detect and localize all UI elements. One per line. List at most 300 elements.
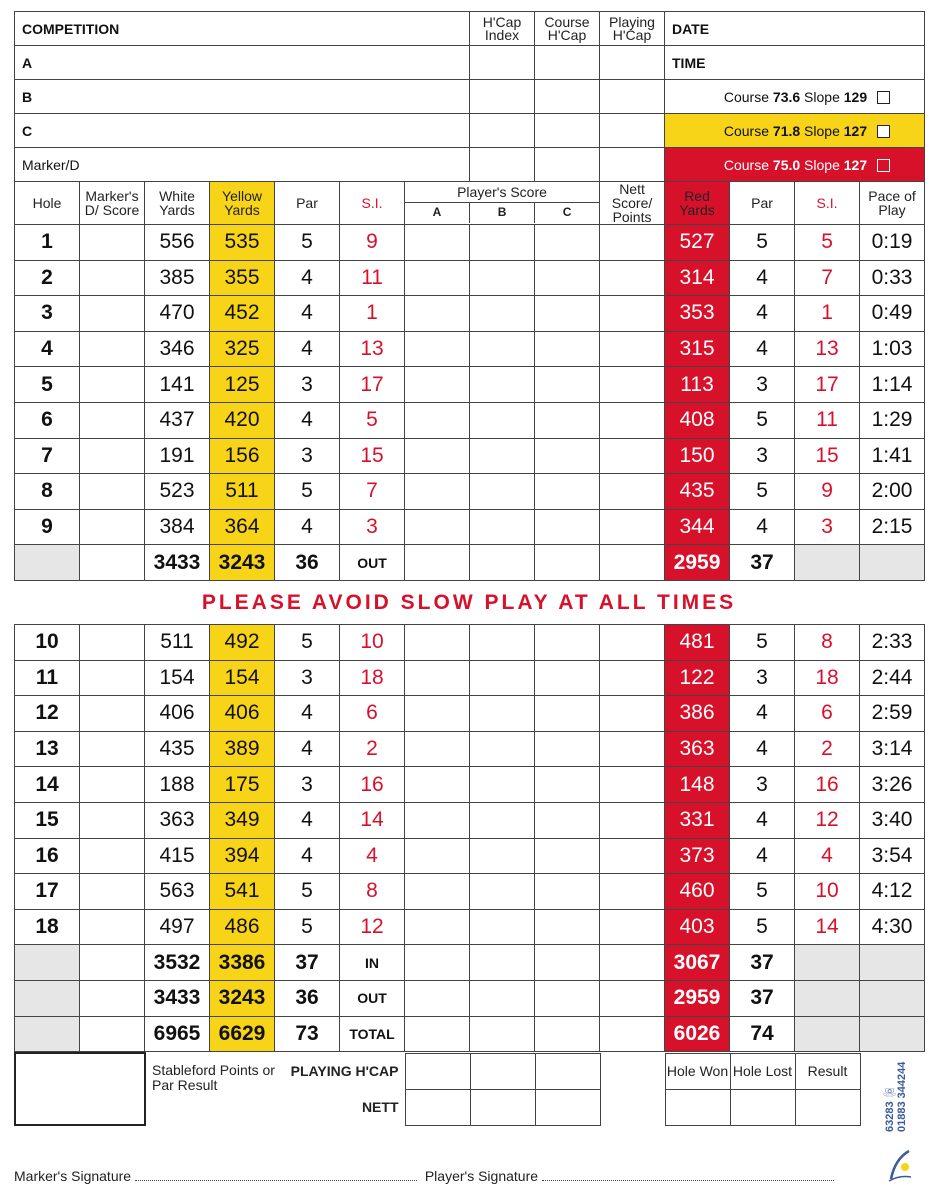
score-b-field[interactable] xyxy=(470,296,535,332)
pace-of-play: 1:41 xyxy=(860,438,925,474)
hole-row xyxy=(15,625,925,661)
score-c-field[interactable] xyxy=(535,696,600,732)
marker-hcap-index[interactable] xyxy=(470,148,535,182)
yellow-yards: 394 xyxy=(210,838,275,874)
stroke-index: 10 xyxy=(340,625,405,661)
nett-score-field[interactable] xyxy=(600,367,665,403)
nett-c[interactable] xyxy=(535,1089,600,1125)
red-par-total: 74 xyxy=(730,1016,795,1052)
nett-score-field[interactable] xyxy=(600,660,665,696)
score-a-field[interactable] xyxy=(405,438,470,474)
stroke-index: 4 xyxy=(340,838,405,874)
nett-out[interactable] xyxy=(600,545,665,581)
hole-row xyxy=(15,767,925,803)
score-a-field[interactable] xyxy=(405,331,470,367)
player-c-hcap-index[interactable] xyxy=(470,114,535,148)
hole-number: 17 xyxy=(15,874,80,910)
stableford-label: Stableford Points or Par Result xyxy=(152,1062,275,1093)
nett-score-field[interactable] xyxy=(600,696,665,732)
yellow-yards: 156 xyxy=(210,438,275,474)
score-a-field[interactable] xyxy=(405,367,470,403)
pace-of-play: 1:03 xyxy=(860,331,925,367)
score-b-field[interactable] xyxy=(470,367,535,403)
yellow-yards: 492 xyxy=(210,625,275,661)
marker-score-field[interactable] xyxy=(80,909,145,945)
score-a-total[interactable] xyxy=(405,980,470,1016)
score-c-field[interactable] xyxy=(535,874,600,910)
marker-total-field[interactable] xyxy=(80,980,145,1016)
nett-score-field[interactable] xyxy=(600,731,665,767)
par-value: 3 xyxy=(275,367,340,403)
hole-number: 10 xyxy=(15,625,80,661)
red-par-value: 3 xyxy=(730,767,795,803)
hole-won-field[interactable] xyxy=(665,1089,730,1125)
hole-number: 9 xyxy=(15,509,80,545)
score-a-field[interactable] xyxy=(405,874,470,910)
score-a-field[interactable] xyxy=(405,696,470,732)
printer-logo-icon xyxy=(885,1145,915,1185)
score-b-field[interactable] xyxy=(470,438,535,474)
total-label: TOTAL xyxy=(340,1016,405,1052)
blank-cell xyxy=(15,1016,80,1052)
out-label: OUT xyxy=(340,545,405,581)
nett-score-header: Nett Score/ Points xyxy=(600,182,665,225)
score-b-field[interactable] xyxy=(470,838,535,874)
back-nine-table xyxy=(14,624,925,1052)
score-b-out[interactable] xyxy=(470,545,535,581)
pace-of-play: 3:26 xyxy=(860,767,925,803)
marker-course-hcap[interactable] xyxy=(535,148,600,182)
hole-lost-field[interactable] xyxy=(730,1089,795,1125)
red-par-header: Par xyxy=(730,182,795,225)
slow-play-notice: PLEASE AVOID SLOW PLAY AT ALL TIMES xyxy=(201,591,737,614)
red-par-value: 5 xyxy=(730,474,795,510)
par-value: 4 xyxy=(275,509,340,545)
pace-of-play: 0:19 xyxy=(860,225,925,261)
yellow-yards: 452 xyxy=(210,296,275,332)
nett-a[interactable] xyxy=(405,1089,470,1125)
result-field[interactable] xyxy=(795,1089,860,1125)
hole-row xyxy=(15,838,925,874)
date-field[interactable]: DATE xyxy=(665,12,925,46)
pace-of-play: 3:14 xyxy=(860,731,925,767)
player-a-name-field[interactable]: A xyxy=(15,46,470,80)
hole-won-header: Hole Won xyxy=(665,1053,730,1089)
playing-hcap-c[interactable] xyxy=(535,1053,600,1089)
par-value: 3 xyxy=(275,438,340,474)
red-yards: 344 xyxy=(665,509,730,545)
stroke-index: 14 xyxy=(340,802,405,838)
yellow-yards-header: Yellow Yards xyxy=(210,182,275,225)
score-c-field[interactable] xyxy=(535,296,600,332)
nett-total[interactable] xyxy=(600,1016,665,1052)
red-tee-rating xyxy=(665,148,925,182)
white-yards: 511 xyxy=(145,625,210,661)
playing-hcap-a[interactable] xyxy=(405,1053,470,1089)
score-a-field[interactable] xyxy=(405,660,470,696)
score-a-field[interactable] xyxy=(405,909,470,945)
stroke-index: 3 xyxy=(340,509,405,545)
red-stroke-index: 10 xyxy=(795,874,860,910)
red-stroke-index: 4 xyxy=(795,838,860,874)
spacer-cell xyxy=(600,1053,665,1089)
hole-number: 5 xyxy=(15,367,80,403)
score-c-total[interactable] xyxy=(535,945,600,981)
yellow-yards: 541 xyxy=(210,874,275,910)
course-label: Course xyxy=(723,122,770,139)
red-par-value: 4 xyxy=(730,260,795,296)
red-par-value: 4 xyxy=(730,731,795,767)
score-a-out[interactable] xyxy=(405,545,470,581)
marker-score-field[interactable] xyxy=(80,260,145,296)
score-a-total[interactable] xyxy=(405,945,470,981)
pace-of-play: 1:14 xyxy=(860,367,925,403)
stroke-index: 6 xyxy=(340,696,405,732)
yellow-yards: 175 xyxy=(210,767,275,803)
score-c-field[interactable] xyxy=(535,731,600,767)
red-stroke-index: 15 xyxy=(795,438,860,474)
hole-lost-header: Hole Lost xyxy=(730,1053,795,1089)
score-b-header: B xyxy=(470,203,535,223)
blank-cell xyxy=(795,1016,860,1052)
hcap-index-label: H'Cap Index xyxy=(470,12,535,46)
score-b-field[interactable] xyxy=(470,474,535,510)
marker-score-field[interactable] xyxy=(80,696,145,732)
total-label: OUT xyxy=(340,980,405,1016)
red-par-value: 5 xyxy=(730,402,795,438)
player-a-course-hcap[interactable] xyxy=(535,46,600,80)
hole-row xyxy=(15,474,925,510)
yellow-total: 6629 xyxy=(210,1016,275,1052)
nett-score-field[interactable] xyxy=(600,260,665,296)
red-total: 2959 xyxy=(665,980,730,1016)
score-a-field[interactable] xyxy=(405,509,470,545)
score-b-field[interactable] xyxy=(470,767,535,803)
red-par-value: 5 xyxy=(730,625,795,661)
red-yards: 148 xyxy=(665,767,730,803)
score-b-total[interactable] xyxy=(470,945,535,981)
blank-cell xyxy=(795,945,860,981)
course-rating-value: 71.8 xyxy=(772,122,801,139)
yellow-out-total: 3243 xyxy=(210,545,275,581)
playing-hcap-b[interactable] xyxy=(470,1053,535,1089)
points-result-box[interactable] xyxy=(15,1053,145,1125)
score-c-field[interactable] xyxy=(535,474,600,510)
blank-cell xyxy=(15,980,80,1016)
nett-score-field[interactable] xyxy=(600,838,665,874)
white-yards: 523 xyxy=(145,474,210,510)
marker-total-field[interactable] xyxy=(80,1016,145,1052)
red-yards: 353 xyxy=(665,296,730,332)
yellow-yards: 364 xyxy=(210,509,275,545)
par-total: 36 xyxy=(275,980,340,1016)
red-yards: 315 xyxy=(665,331,730,367)
score-b-field[interactable] xyxy=(470,696,535,732)
nett-score-field[interactable] xyxy=(600,225,665,261)
hole-row xyxy=(15,402,925,438)
white-total: 3532 xyxy=(145,945,210,981)
nett-score-field[interactable] xyxy=(600,802,665,838)
signature-line xyxy=(14,1168,834,1184)
score-a-field[interactable] xyxy=(405,625,470,661)
blank-cell xyxy=(860,1016,925,1052)
marker-score-field[interactable] xyxy=(80,660,145,696)
nett-score-field[interactable] xyxy=(600,909,665,945)
hole-number: 13 xyxy=(15,731,80,767)
blank-cell xyxy=(795,545,860,581)
red-yards: 435 xyxy=(665,474,730,510)
white-yards: 385 xyxy=(145,260,210,296)
playing-hcap-label: Playing H'Cap xyxy=(600,12,665,46)
score-a-field[interactable] xyxy=(405,731,470,767)
white-yards: 406 xyxy=(145,696,210,732)
red-par-total: 37 xyxy=(730,945,795,981)
white-yards: 346 xyxy=(145,331,210,367)
stroke-index: 8 xyxy=(340,874,405,910)
stroke-index: 9 xyxy=(340,225,405,261)
white-yards: 497 xyxy=(145,909,210,945)
white-yards: 556 xyxy=(145,225,210,261)
white-yards: 437 xyxy=(145,402,210,438)
score-c-field[interactable] xyxy=(535,438,600,474)
player-a-playing-hcap[interactable] xyxy=(600,46,665,80)
white-total: 3433 xyxy=(145,980,210,1016)
par-out-total: 36 xyxy=(275,545,340,581)
score-b-field[interactable] xyxy=(470,225,535,261)
pace-of-play: 1:29 xyxy=(860,402,925,438)
result-footer xyxy=(14,1052,926,1126)
white-yards-header: White Yards xyxy=(145,182,210,225)
marker-total-field[interactable] xyxy=(80,945,145,981)
marker-score-field[interactable] xyxy=(80,438,145,474)
markers-score-header: Marker's D/ Score xyxy=(80,182,145,225)
score-c-field[interactable] xyxy=(535,625,600,661)
red-par-value: 4 xyxy=(730,802,795,838)
score-c-out[interactable] xyxy=(535,545,600,581)
marker-score-field[interactable] xyxy=(80,625,145,661)
player-b-name-field[interactable] xyxy=(15,80,470,114)
hole-row xyxy=(15,225,925,261)
par-value: 5 xyxy=(275,625,340,661)
marker-score-field[interactable] xyxy=(80,767,145,803)
red-yards: 331 xyxy=(665,802,730,838)
total-row xyxy=(15,945,925,981)
players-signature-field[interactable] xyxy=(542,1171,834,1181)
blank-cell xyxy=(795,980,860,1016)
score-a-field[interactable] xyxy=(405,296,470,332)
marker-playing-hcap[interactable] xyxy=(600,148,665,182)
hole-row xyxy=(15,438,925,474)
pace-of-play: 2:00 xyxy=(860,474,925,510)
white-yards: 191 xyxy=(145,438,210,474)
players-score-header xyxy=(405,182,600,225)
score-b-field[interactable] xyxy=(470,625,535,661)
score-b-field[interactable] xyxy=(470,909,535,945)
score-c-total[interactable] xyxy=(535,980,600,1016)
player-b-playing-hcap[interactable] xyxy=(600,80,665,114)
nett-total[interactable] xyxy=(600,980,665,1016)
nett-score-field[interactable] xyxy=(600,331,665,367)
player-b-hcap-index[interactable] xyxy=(470,80,535,114)
nett-score-field[interactable] xyxy=(600,438,665,474)
marker-score-field[interactable] xyxy=(80,331,145,367)
red-par-value: 5 xyxy=(730,225,795,261)
score-a-field[interactable] xyxy=(405,767,470,803)
course-rating-value: 73.6 xyxy=(772,88,801,105)
marker-name-field[interactable]: Marker/D xyxy=(15,148,470,182)
red-stroke-index: 2 xyxy=(795,731,860,767)
score-b-field[interactable] xyxy=(470,874,535,910)
nett-score-field[interactable] xyxy=(600,296,665,332)
blank-cell xyxy=(15,545,80,581)
marker-score-field[interactable] xyxy=(80,874,145,910)
hole-number: 11 xyxy=(15,660,80,696)
marker-score-field[interactable] xyxy=(80,402,145,438)
marker-score-field[interactable] xyxy=(80,731,145,767)
printer-contact: 63283 ☏ 01883 344244 xyxy=(884,1061,908,1132)
score-a-field[interactable] xyxy=(405,402,470,438)
score-a-field[interactable] xyxy=(405,802,470,838)
score-a-field[interactable] xyxy=(405,225,470,261)
yellow-tee-checkbox[interactable] xyxy=(877,125,890,138)
score-b-field[interactable] xyxy=(470,509,535,545)
hole-number: 8 xyxy=(15,474,80,510)
par-value: 4 xyxy=(275,402,340,438)
red-tee-checkbox[interactable] xyxy=(877,159,890,172)
nett-score-field[interactable] xyxy=(600,509,665,545)
stroke-index: 15 xyxy=(340,438,405,474)
marker-out-total[interactable] xyxy=(80,545,145,581)
score-b-field[interactable] xyxy=(470,731,535,767)
marker-score-field[interactable] xyxy=(80,225,145,261)
slope-rating-value: 127 xyxy=(843,122,868,139)
blank-cell xyxy=(15,945,80,981)
player-c-course-hcap[interactable] xyxy=(535,114,600,148)
spacer-cell xyxy=(600,1089,665,1125)
stroke-index: 17 xyxy=(340,367,405,403)
score-b-field[interactable] xyxy=(470,660,535,696)
nett-score-field[interactable] xyxy=(600,874,665,910)
nett-b[interactable] xyxy=(470,1089,535,1125)
nett-score-field[interactable] xyxy=(600,474,665,510)
score-c-field[interactable] xyxy=(535,260,600,296)
hole-row xyxy=(15,660,925,696)
red-par-value: 4 xyxy=(730,838,795,874)
marker-score-field[interactable] xyxy=(80,509,145,545)
score-b-total[interactable] xyxy=(470,1016,535,1052)
score-c-field[interactable] xyxy=(535,402,600,438)
white-yards: 363 xyxy=(145,802,210,838)
marker-score-field[interactable] xyxy=(80,838,145,874)
blank-cell xyxy=(860,980,925,1016)
player-b-label: B xyxy=(22,88,33,105)
red-stroke-index: 6 xyxy=(795,696,860,732)
yellow-total: 3386 xyxy=(210,945,275,981)
white-total: 6965 xyxy=(145,1016,210,1052)
score-c-field[interactable] xyxy=(535,331,600,367)
pace-of-play: 4:30 xyxy=(860,909,925,945)
nett-score-field[interactable] xyxy=(600,402,665,438)
hole-number: 15 xyxy=(15,802,80,838)
marker-score-field[interactable] xyxy=(80,802,145,838)
red-stroke-index: 16 xyxy=(795,767,860,803)
score-c-field[interactable] xyxy=(535,838,600,874)
slope-rating-value: 129 xyxy=(843,88,868,105)
hole-number: 14 xyxy=(15,767,80,803)
score-c-field[interactable] xyxy=(535,367,600,403)
white-tee-checkbox[interactable] xyxy=(877,91,890,104)
hole-row xyxy=(15,367,925,403)
score-c-field[interactable] xyxy=(535,660,600,696)
marker-score-field[interactable] xyxy=(80,296,145,332)
score-b-field[interactable] xyxy=(470,802,535,838)
yellow-yards: 389 xyxy=(210,731,275,767)
player-c-playing-hcap[interactable] xyxy=(600,114,665,148)
score-c-field[interactable] xyxy=(535,909,600,945)
red-yards: 408 xyxy=(665,402,730,438)
player-c-name-field[interactable]: C xyxy=(15,114,470,148)
score-a-field[interactable] xyxy=(405,838,470,874)
yellow-yards: 511 xyxy=(210,474,275,510)
par-value: 4 xyxy=(275,696,340,732)
score-c-field[interactable] xyxy=(535,802,600,838)
course-hcap-label: Course H'Cap xyxy=(535,12,600,46)
marker-score-field[interactable] xyxy=(80,474,145,510)
player-b-course-hcap[interactable] xyxy=(535,80,600,114)
hole-number: 1 xyxy=(15,225,80,261)
par-total: 37 xyxy=(275,945,340,981)
score-b-field[interactable] xyxy=(470,260,535,296)
score-b-total[interactable] xyxy=(470,980,535,1016)
red-yards: 460 xyxy=(665,874,730,910)
player-a-hcap-index[interactable] xyxy=(470,46,535,80)
players-signature-label: Player's Signature xyxy=(424,1168,539,1184)
score-c-field[interactable] xyxy=(535,225,600,261)
nett-total[interactable] xyxy=(600,945,665,981)
pace-of-play: 0:49 xyxy=(860,296,925,332)
score-b-field[interactable] xyxy=(470,402,535,438)
red-stroke-index: 11 xyxy=(795,402,860,438)
red-par-value: 3 xyxy=(730,660,795,696)
score-a-field[interactable] xyxy=(405,474,470,510)
time-field[interactable]: TIME xyxy=(665,46,925,80)
red-par-value: 4 xyxy=(730,331,795,367)
score-c-field[interactable] xyxy=(535,767,600,803)
score-a-field[interactable] xyxy=(405,260,470,296)
nett-score-field[interactable] xyxy=(600,767,665,803)
pace-of-play: 2:15 xyxy=(860,509,925,545)
nett-score-field[interactable] xyxy=(600,625,665,661)
red-stroke-index: 8 xyxy=(795,625,860,661)
stroke-index: 5 xyxy=(340,402,405,438)
competition-header xyxy=(14,11,925,182)
score-b-field[interactable] xyxy=(470,331,535,367)
red-yards: 481 xyxy=(665,625,730,661)
hole-row xyxy=(15,260,925,296)
score-c-field[interactable] xyxy=(535,509,600,545)
red-stroke-index: 14 xyxy=(795,909,860,945)
hole-number: 12 xyxy=(15,696,80,732)
score-c-total[interactable] xyxy=(535,1016,600,1052)
hole-number: 18 xyxy=(15,909,80,945)
score-a-total[interactable] xyxy=(405,1016,470,1052)
par-total: 73 xyxy=(275,1016,340,1052)
red-yards: 373 xyxy=(665,838,730,874)
par-value: 5 xyxy=(275,909,340,945)
hole-number: 4 xyxy=(15,331,80,367)
marker-score-field[interactable] xyxy=(80,367,145,403)
markers-signature-field[interactable] xyxy=(135,1171,417,1181)
